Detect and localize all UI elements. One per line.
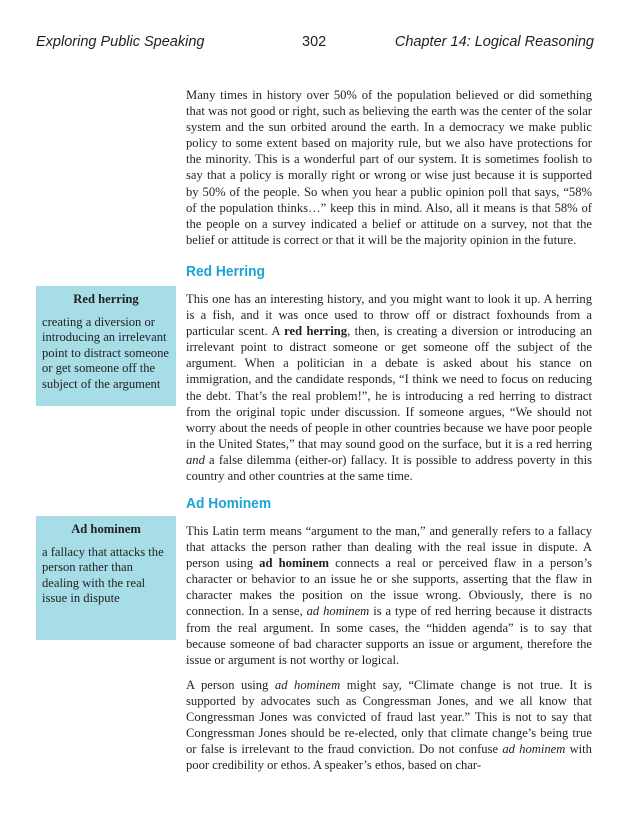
red-herring-paragraph	[186, 291, 592, 484]
ad-hominem-paragraph-2	[186, 677, 592, 774]
emphasis: ad hominem	[306, 604, 370, 619]
emphasis: ad hominem	[502, 742, 566, 757]
key-term: ad hominem	[259, 556, 329, 571]
running-header-book-title: Exploring Public Speaking	[36, 34, 205, 50]
red-herring-section	[186, 291, 592, 484]
sidebar-definition-red-herring	[36, 286, 176, 406]
sidebar-definition-text: creating a diversion or introducing an irrelevant point to distract someone or get someone off the subject of the argument	[42, 314, 169, 391]
ad-hominem-paragraph-1	[186, 523, 592, 668]
intro-paragraph: Many times in history over 50% of the population believed or did something that was not good or right, such as believing the earth was the center of the solar system and the sun orbited around the earth. In a democracy we make public policy to some extent based on majority rule, but we also have protections for the minority. This is a wonderful part of our system. It is sometimes foolish to say that a policy is morally right or wrong or wise just because it is supported by 50% of the people. So when you hear a public opinion poll that says, “58% of the population thinks…” keep this in mind. Also, all it means is that 58% of the people on a survey indicated a belief or attitude on a survey, not that the belief or attitude is correct or that it will be the majority opinion in the future.	[186, 88, 592, 247]
key-term: red herring	[284, 324, 348, 339]
text-run: This one has an interesting history, and you might want to look it up. A herring is a fish, and it was once used to throw off or distract foxhounds from a particular scent. A	[186, 292, 592, 339]
running-header-chapter: Chapter 14: Logical Reasoning	[394, 34, 594, 50]
page-number: 302	[302, 34, 327, 50]
ad-hominem-section	[186, 523, 592, 773]
text-run: A person using	[186, 677, 275, 692]
sidebar-term: Ad hominem	[71, 522, 141, 536]
emphasis: and	[186, 452, 205, 467]
text-run: connects a real or perceived flaw in a person’s character or behavior to an issue he or she supports, asserting that the flaw in character makes the position on the issue wrong. Obviously, there is no connection. In a sense,	[186, 556, 593, 619]
section-heading-red-herring: Red Herring	[186, 263, 265, 280]
text-run: , then, is creating a diversion or introducing an irrelevant point to distract someone or get someone off the subject of the argument. When a politician in a debate is asked about his stance on immigration, and the candidate responds, “I think we need to focus on reducing the debt. That’s the real problem!”, he is introducing a red herring to distract from the original topic under discussion. If someone argues, “We should not worry about the needs of people in other countries because we have poor people in the United States,” that may sound good on the surface, but it is a red herring	[186, 324, 592, 451]
sidebar-term: Red herring	[73, 292, 139, 306]
text-run: might say, “Climate change is not true. It is supported by advocates such as Congressman Jones, and we all know that Congressman Jones was convicted of fraud last year.” This is not to say that Congressman Jones should be re-elected, only that climate change’s being true or false is irrelevant to the fraud conviction. Do not confuse	[186, 677, 592, 757]
text-run: a false dilemma (either-or) fallacy. It is possible to address poverty in this country and other countries at the same time.	[186, 452, 592, 484]
sidebar-definition-ad-hominem	[36, 516, 176, 640]
text-run: This Latin term means “argument to the man,” and generally refers to a fallacy that attacks the person rather than dealing with the real issue in dispute. A person using	[186, 524, 592, 571]
intro-section	[186, 87, 592, 248]
section-heading-ad-hominem: Ad Hominem	[186, 495, 272, 512]
sidebar-definition-text: a fallacy that attacks the person rather than dealing with the real issue in dispute	[42, 544, 164, 606]
text-run: is a type of red herring because it distracts from the real argument. In some cases, the “hidden agenda” is to say that because someone of bad character supports an issue or argument, therefore the issue or argument is not worthy or logical.	[186, 604, 592, 667]
text-run: with poor credibility or ethos. A speaker’s ethos, based on char-	[186, 742, 592, 773]
emphasis: ad hominem	[274, 677, 341, 692]
